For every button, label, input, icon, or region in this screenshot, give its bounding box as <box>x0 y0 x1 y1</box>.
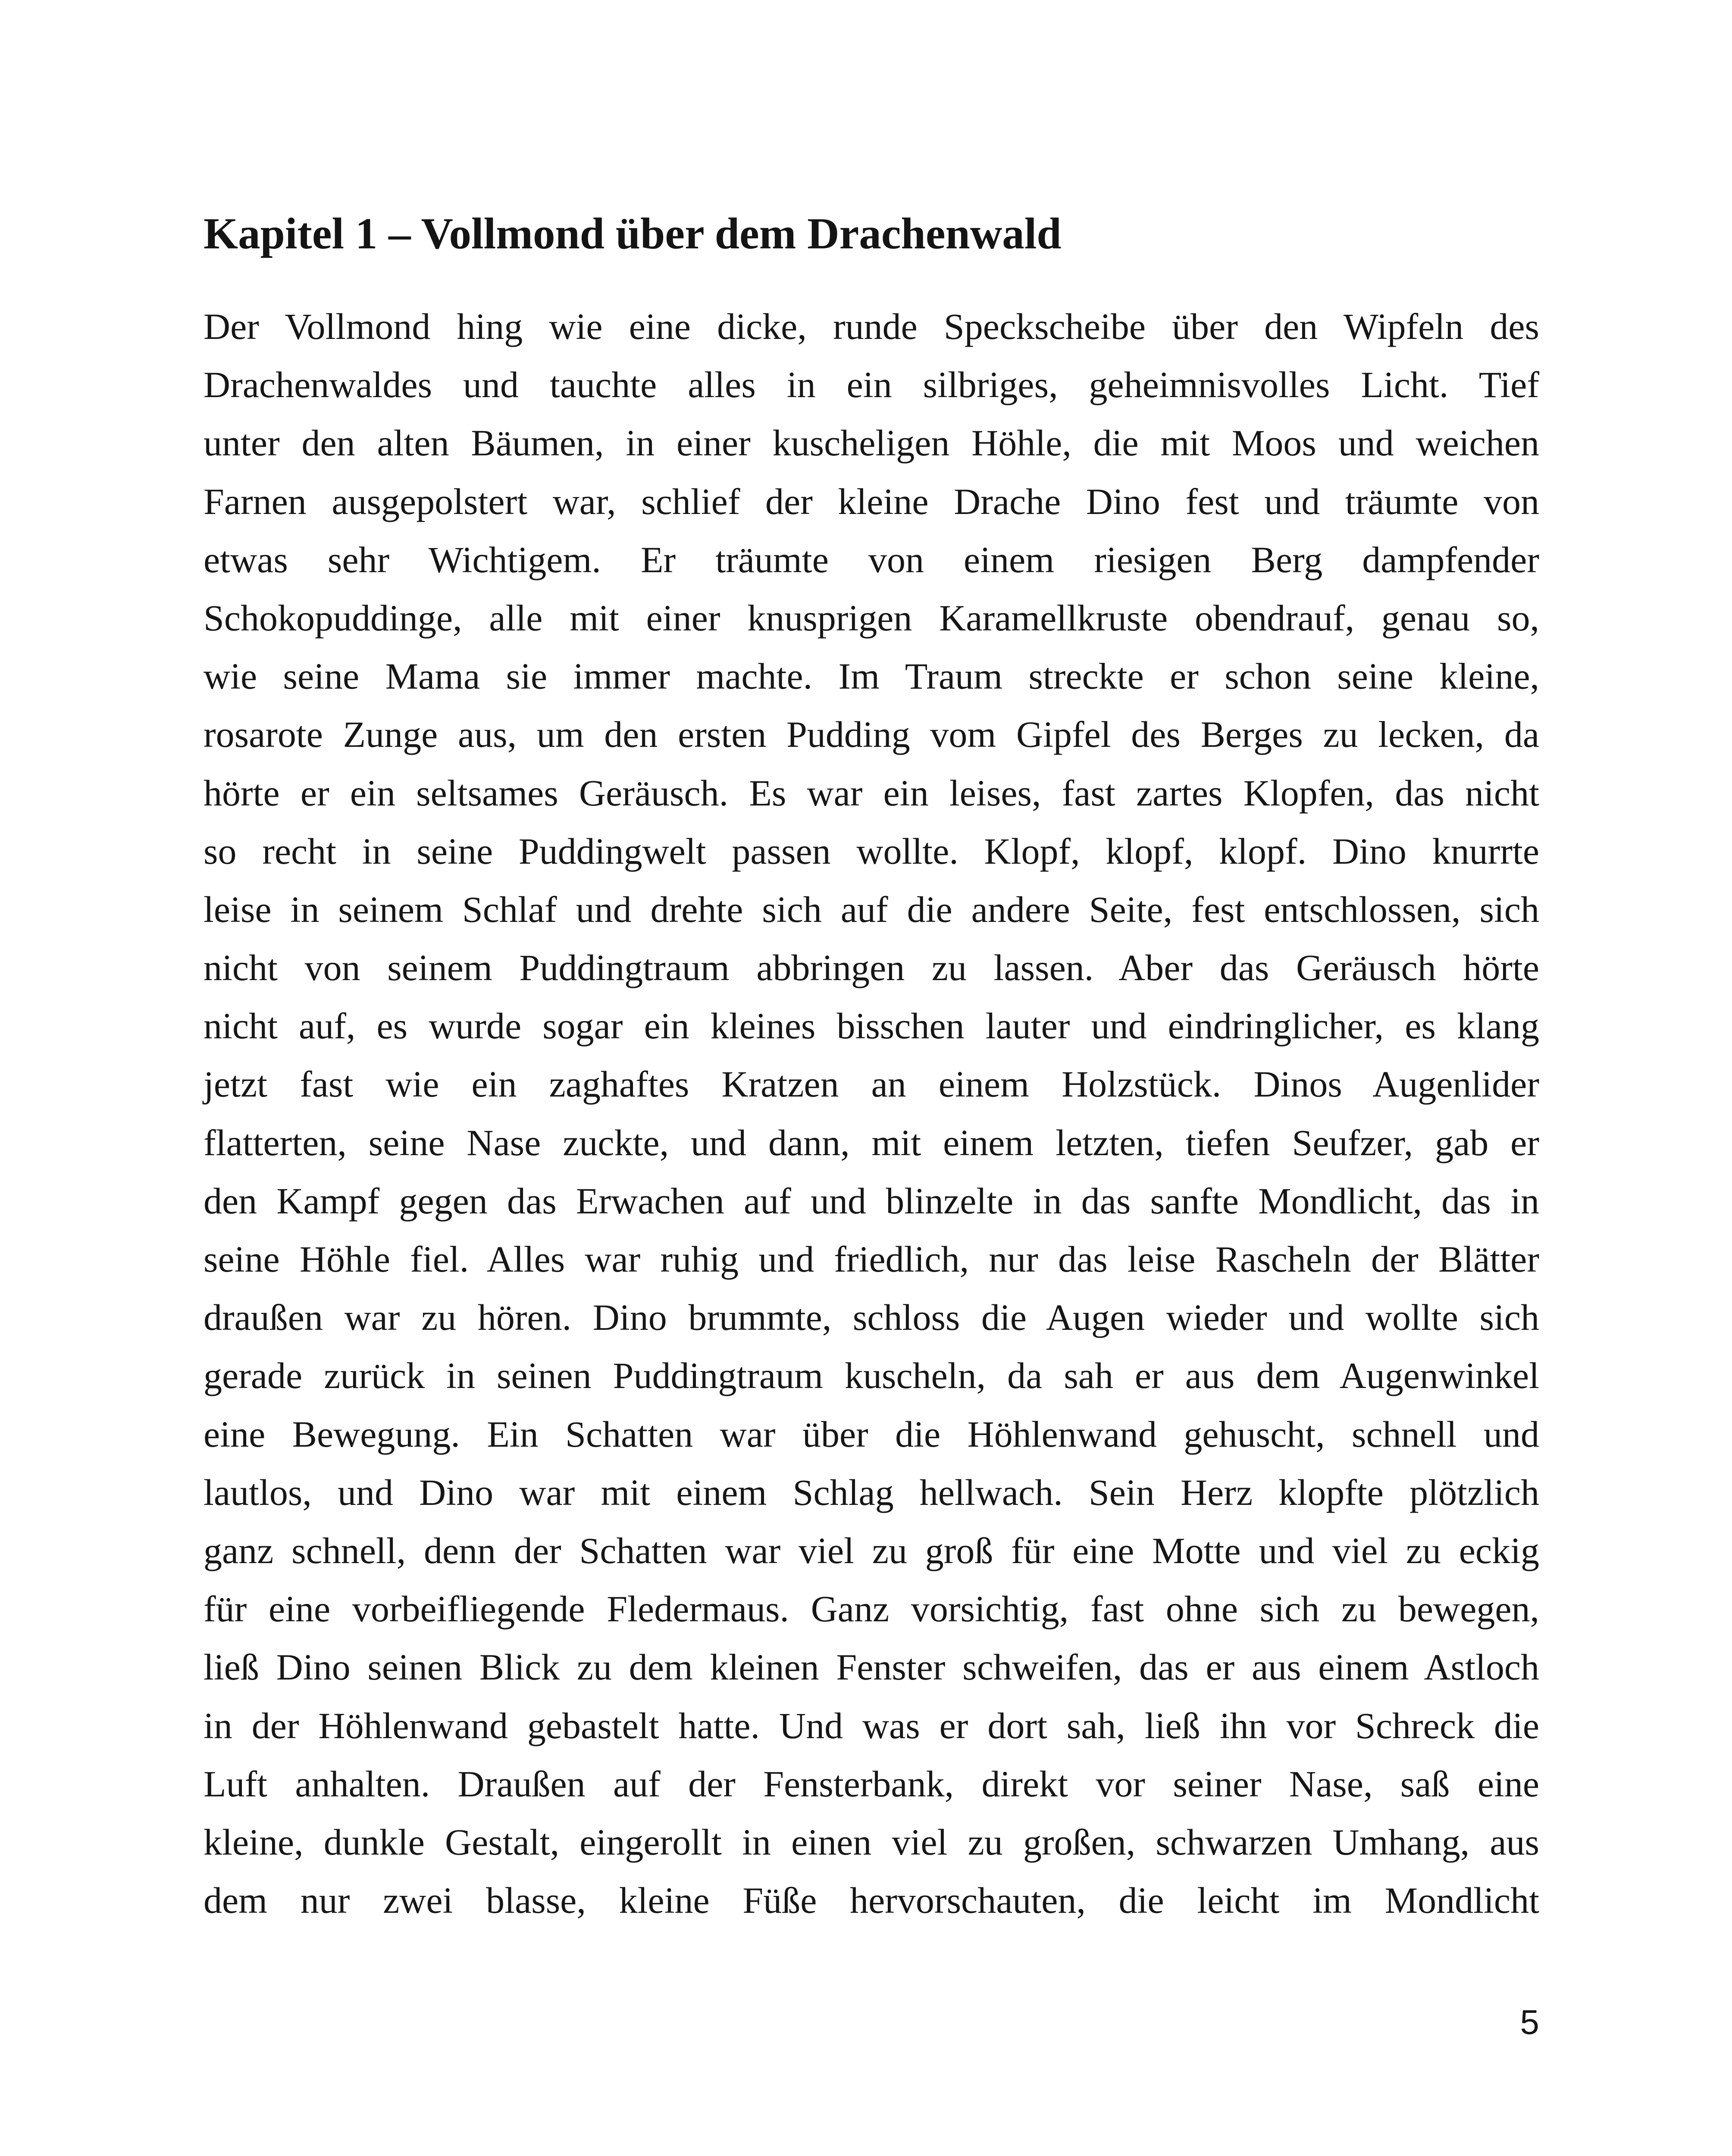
body-text-line: etwas sehr Wichtigem. Er träumte von einem riesigen Berg dampfender <box>204 539 1539 580</box>
body-text-line: hörte er ein seltsames Geräusch. Es war ein leises, fast zartes Klopfen, das nicht <box>204 772 1539 814</box>
body-text-line: kleine, dunkle Gestalt, eingerollt in einen viel zu großen, schwarzen Umhang, aus <box>204 1821 1539 1863</box>
body-text-line: Der Vollmond hing wie eine dicke, runde Speckscheibe über den Wipfeln des <box>204 306 1539 347</box>
body-text-line: leise in seinem Schlaf und drehte sich auf die andere Seite, fest entschlossen, sich <box>204 888 1539 930</box>
body-text-line: draußen war zu hören. Dino brummte, schloss die Augen wieder und wollte sich <box>204 1297 1539 1338</box>
body-text-line: flatterten, seine Nase zuckte, und dann, mit einem letzten, tiefen Seufzer, gab er <box>204 1122 1539 1163</box>
page-number: 5 <box>1520 2003 1539 2041</box>
chapter-body-text <box>204 298 1539 1930</box>
body-text-line: Schokopuddinge, alle mit einer knusprigen Karamellkruste obendrauf, genau so, <box>204 597 1539 639</box>
body-text-line: Luft anhalten. Draußen auf der Fensterbank, direkt vor seiner Nase, saß eine <box>204 1763 1539 1805</box>
body-text-line: seine Höhle fiel. Alles war ruhig und friedlich, nur das leise Rascheln der Blätter <box>204 1238 1539 1280</box>
body-text-line: nicht von seinem Puddingtraum abbringen zu lassen. Aber das Geräusch hörte <box>204 947 1539 989</box>
body-text-line: den Kampf gegen das Erwachen auf und blinzelte in das sanfte Mondlicht, das in <box>204 1180 1539 1222</box>
body-text-line: für eine vorbeifliegende Fledermaus. Ganz vorsichtig, fast ohne sich zu bewegen, <box>204 1588 1539 1630</box>
body-text-line: rosarote Zunge aus, um den ersten Pudding vom Gipfel des Berges zu lecken, da <box>204 714 1539 755</box>
body-text-line: ließ Dino seinen Blick zu dem kleinen Fenster schweifen, das er aus einem Astloch <box>204 1646 1539 1688</box>
body-text-line: ganz schnell, denn der Schatten war viel zu groß für eine Motte und viel zu eckig <box>204 1529 1539 1571</box>
body-text-line: wie seine Mama sie immer machte. Im Traum streckte er schon seine kleine, <box>204 655 1539 697</box>
chapter-title: Kapitel 1 – Vollmond über dem Drachenwald <box>204 209 1062 258</box>
body-text-line: so recht in seine Puddingwelt passen wollte. Klopf, klopf, klopf. Dino knurrte <box>204 830 1539 872</box>
body-text-line: dem nur zwei blasse, kleine Füße hervorschauten, die leicht im Mondlicht <box>204 1880 1539 1921</box>
body-text-line: Farnen ausgepolstert war, schlief der kleine Drache Dino fest und träumte von <box>204 480 1539 522</box>
body-text-line: eine Bewegung. Ein Schatten war über die Höhlenwand gehuscht, schnell und <box>204 1413 1539 1455</box>
body-text-line: nicht auf, es wurde sogar ein kleines bisschen lauter und eindringlicher, es klang <box>204 1005 1539 1047</box>
body-text-line: jetzt fast wie ein zaghaftes Kratzen an einem Holzstück. Dinos Augenlider <box>204 1063 1539 1105</box>
body-text-line: lautlos, und Dino war mit einem Schlag hellwach. Sein Herz klopfte plötzlich <box>204 1471 1539 1513</box>
body-text-line: unter den alten Bäumen, in einer kuscheligen Höhle, die mit Moos und weichen <box>204 422 1539 464</box>
body-text-line: gerade zurück in seinen Puddingtraum kuscheln, da sah er aus dem Augenwinkel <box>204 1355 1539 1397</box>
body-text-line: in der Höhlenwand gebastelt hatte. Und was er dort sah, ließ ihn vor Schreck die <box>204 1705 1539 1746</box>
body-text-line: Drachenwaldes und tauchte alles in ein silbriges, geheimnisvolles Licht. Tief <box>204 364 1539 406</box>
